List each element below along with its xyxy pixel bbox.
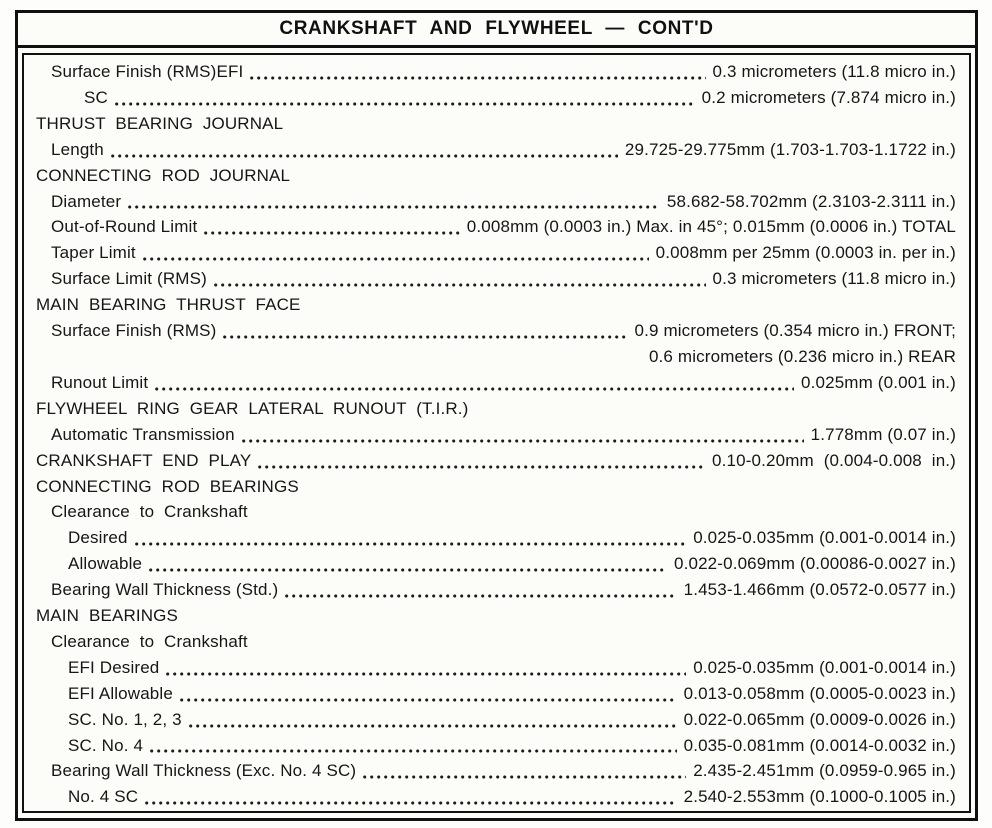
dotted-leader	[111, 154, 618, 158]
dotted-leader	[145, 801, 676, 805]
dotted-leader	[189, 724, 677, 728]
spec-row	[35, 111, 956, 137]
spec-value: 0.9 micrometers (0.354 micro in.) FRONT;	[634, 321, 956, 341]
dotted-leader	[363, 775, 686, 779]
spec-label: CONNECTING ROD BEARINGS	[36, 476, 299, 496]
spec-value: 0.022-0.069mm (0.00086-0.0027 in.)	[674, 554, 956, 574]
spec-label: Bearing Wall Thickness (Std.)	[51, 580, 279, 600]
spec-label: CONNECTING ROD JOURNAL	[36, 165, 291, 185]
spec-label: Surface Finish (RMS)	[51, 321, 217, 341]
outer-frame	[15, 10, 978, 821]
spec-row	[35, 707, 956, 733]
spec-value: 0.3 micrometers (11.8 micro in.)	[712, 269, 956, 289]
spec-row	[35, 733, 956, 759]
dotted-leader	[223, 335, 627, 339]
dotted-leader	[242, 439, 804, 443]
spec-value: 0.10-0.20mm (0.004-0.008 in.)	[712, 450, 956, 470]
dotted-leader	[250, 76, 705, 80]
spec-label: Taper Limit	[51, 243, 136, 263]
spec-value: 0.3 micrometers (11.8 micro in.)	[712, 62, 956, 81]
dotted-leader	[180, 698, 677, 702]
spec-row	[35, 758, 956, 784]
spec-label: Out-of-Round Limit	[51, 217, 198, 237]
spec-label: EFI Desired	[68, 657, 160, 677]
spec-label: Surface Finish (RMS)EFI	[51, 62, 244, 81]
spec-row	[35, 422, 956, 448]
spec-label: SC. No. 1, 2, 3	[68, 709, 182, 729]
spec-label: FLYWHEEL RING GEAR LATERAL RUNOUT (T.I.R.)	[36, 398, 469, 418]
spec-body	[18, 48, 975, 818]
dotted-leader	[155, 387, 794, 391]
spec-row	[35, 344, 956, 370]
spec-row	[35, 655, 956, 681]
spec-row	[35, 266, 956, 292]
spec-label: MAIN BEARING THRUST FACE	[36, 295, 301, 315]
spec-row	[35, 318, 956, 344]
spec-row	[35, 577, 956, 603]
spec-row	[35, 499, 956, 525]
spec-value: 0.6 micrometers (0.236 micro in.) REAR	[648, 346, 956, 366]
spec-label: Desired	[68, 528, 128, 548]
spec-row	[35, 163, 956, 189]
dotted-leader	[150, 749, 677, 753]
spec-label: Clearance to Crankshaft	[51, 631, 248, 651]
spec-row	[35, 784, 956, 810]
dotted-leader	[149, 568, 667, 572]
spec-value: 29.725-29.775mm (1.703-1.703-1.1722 in.)	[624, 139, 956, 159]
dotted-leader	[285, 594, 676, 598]
dotted-leader	[214, 283, 706, 287]
spec-row	[35, 85, 956, 111]
spec-label: Diameter	[51, 191, 122, 211]
spec-label: Runout Limit	[51, 372, 149, 392]
spec-label: Surface Limit (RMS)	[51, 269, 207, 289]
spec-label: Clearance to Crankshaft	[51, 502, 248, 522]
dotted-leader	[128, 205, 660, 209]
dotted-leader	[135, 542, 687, 546]
spec-row	[35, 189, 956, 215]
spec-row	[35, 240, 956, 266]
spec-label: EFI Allowable	[68, 683, 173, 703]
spec-value: 0.025-0.035mm (0.001-0.0014 in.)	[693, 528, 956, 548]
spec-value: 58.682-58.702mm (2.3103-2.3111 in.)	[666, 191, 956, 211]
dotted-leader	[258, 465, 705, 469]
dotted-leader	[166, 672, 686, 676]
spec-label: Length	[51, 139, 104, 159]
spec-row	[35, 59, 956, 85]
spec-row	[35, 603, 956, 629]
spec-value: 0.035-0.081mm (0.0014-0.0032 in.)	[683, 735, 956, 755]
spec-value: 2.435-2.451mm (0.0959-0.965 in.)	[693, 761, 956, 781]
spec-label: Allowable	[68, 554, 143, 574]
spec-row	[35, 370, 956, 396]
spec-value: 0.025mm (0.001 in.)	[801, 372, 956, 392]
dotted-leader	[143, 257, 649, 261]
spec-label: Bearing Wall Thickness (Exc. No. 4 SC)	[51, 761, 357, 781]
page-title: CRANKSHAFT AND FLYWHEEL — CONT'D	[18, 13, 975, 48]
spec-value: 2.540-2.553mm (0.1000-0.1005 in.)	[683, 787, 956, 807]
spec-row	[35, 551, 956, 577]
spec-list	[22, 53, 971, 813]
spec-row	[35, 474, 956, 500]
spec-row	[35, 214, 956, 240]
spec-value: 0.2 micrometers (7.874 micro in.)	[701, 87, 956, 107]
spec-label: MAIN BEARINGS	[36, 606, 179, 626]
spec-row	[35, 137, 956, 163]
spec-row	[35, 681, 956, 707]
spec-label: SC	[84, 87, 108, 107]
spec-value: 1.778mm (0.07 in.)	[810, 424, 956, 444]
spec-value: 1.453-1.466mm (0.0572-0.0577 in.)	[683, 580, 956, 600]
spec-value: 0.025-0.035mm (0.001-0.0014 in.)	[693, 657, 956, 677]
spec-value: 0.022-0.065mm (0.0009-0.0026 in.)	[683, 709, 956, 729]
spec-row	[35, 396, 956, 422]
spec-row	[35, 292, 956, 318]
spec-value: 0.008mm per 25mm (0.0003 in. per in.)	[655, 243, 956, 263]
spec-label: SC. No. 4	[68, 735, 144, 755]
spec-label: No. 4 SC	[68, 787, 139, 807]
spec-row	[35, 448, 956, 474]
spec-label: Automatic Transmission	[51, 424, 235, 444]
dotted-leader	[115, 102, 695, 106]
spec-label: CRANKSHAFT END PLAY	[36, 450, 252, 470]
dotted-leader	[204, 231, 459, 235]
spec-label: THRUST BEARING JOURNAL	[36, 113, 284, 133]
spec-value: 0.013-0.058mm (0.0005-0.0023 in.)	[683, 683, 956, 703]
spec-value: 0.008mm (0.0003 in.) Max. in 45°; 0.015mm (0.0006 in.) TOTAL	[466, 217, 956, 237]
spec-row	[35, 629, 956, 655]
spec-row	[35, 525, 956, 551]
